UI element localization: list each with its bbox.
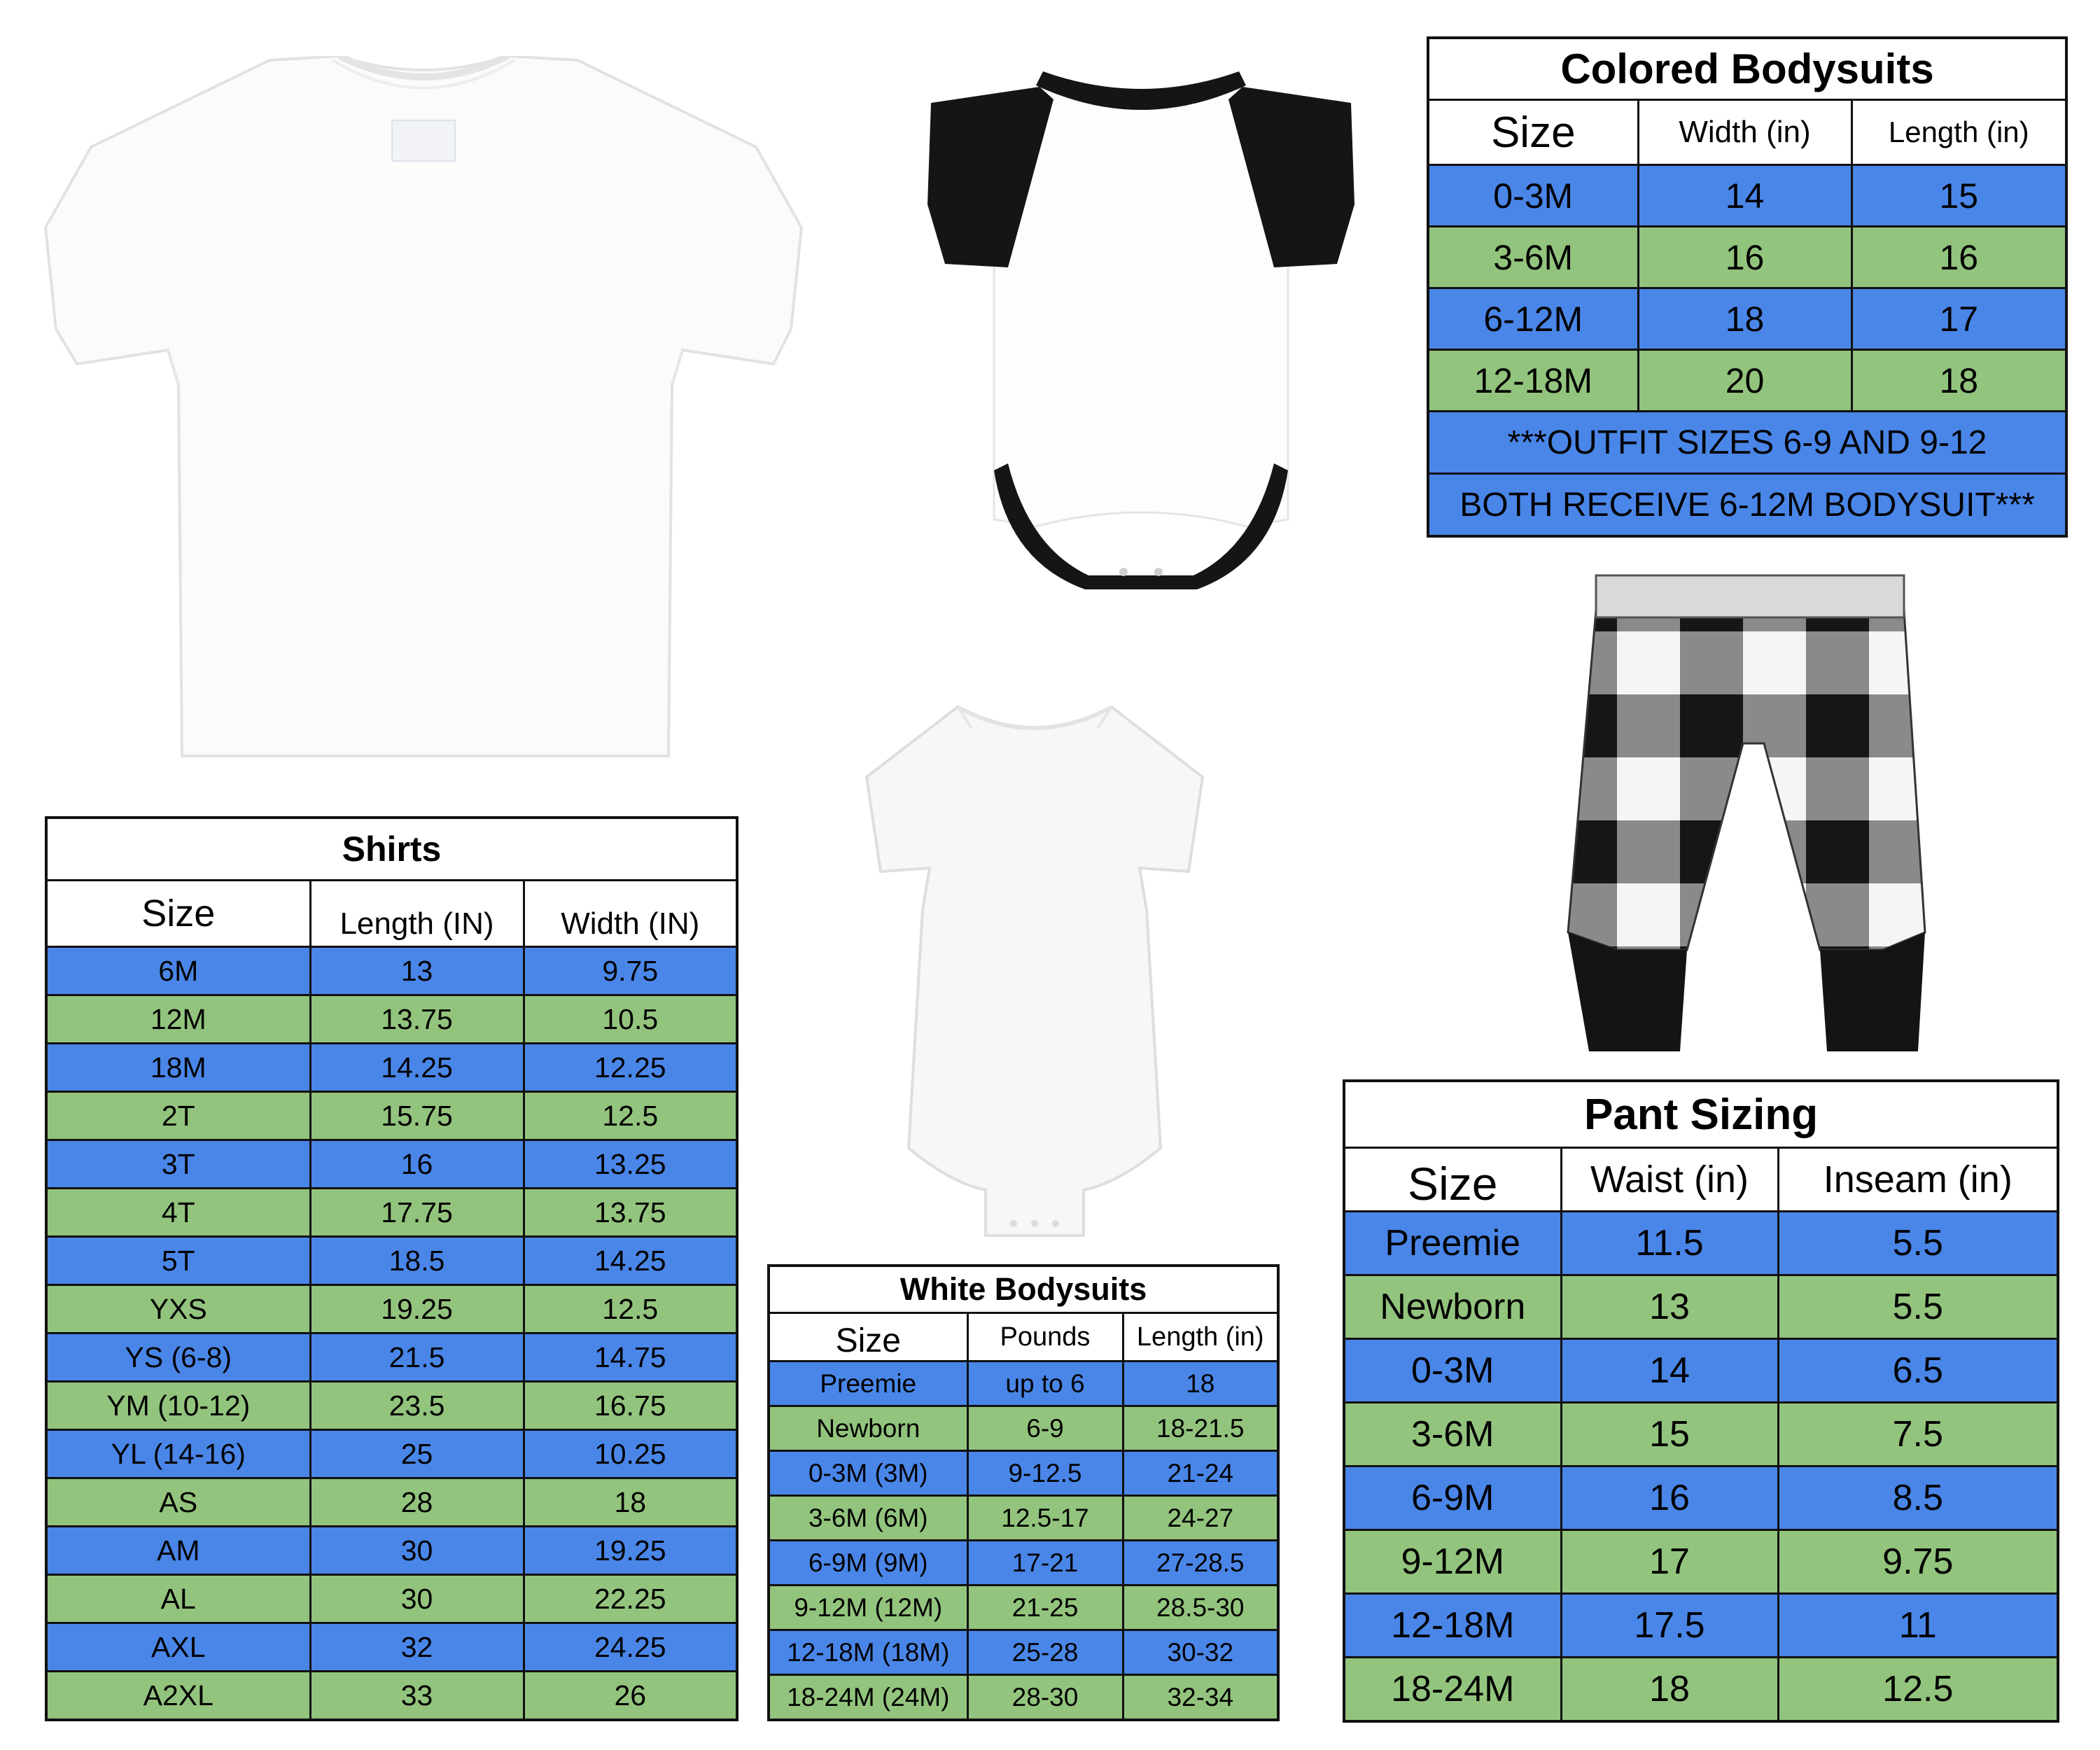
- width-cell: 10.5: [524, 995, 737, 1044]
- size-cell: 0-3M: [1428, 165, 1638, 227]
- outfit-note-line2: BOTH RECEIVE 6-12M BODYSUIT***: [1428, 474, 2066, 537]
- length-cell: 17: [1851, 288, 2066, 350]
- width-cell: 13.75: [524, 1189, 737, 1237]
- waist-cell: 14: [1561, 1339, 1778, 1403]
- size-cell: 5T: [46, 1237, 310, 1285]
- width-cell: 26: [524, 1672, 737, 1721]
- column-header: Width (IN): [524, 881, 737, 947]
- inseam-cell: 5.5: [1778, 1212, 2058, 1275]
- length-cell: 33: [310, 1672, 524, 1721]
- width-cell: 14.75: [524, 1334, 737, 1382]
- waist-cell: 13: [1561, 1275, 1778, 1339]
- size-cell: 12-18M: [1344, 1594, 1561, 1658]
- length-cell: 18-21.5: [1123, 1406, 1278, 1451]
- length-cell: 17.75: [310, 1189, 524, 1237]
- table-row: [1344, 1275, 2058, 1339]
- width-cell: 18: [524, 1478, 737, 1527]
- white-bodysuits-table: [767, 1264, 1280, 1721]
- waist-cell: 16: [1561, 1466, 1778, 1530]
- size-cell: Newborn: [769, 1406, 967, 1451]
- pounds-cell: 12.5-17: [967, 1496, 1123, 1541]
- table-row: [46, 947, 737, 995]
- size-cell: 0-3M: [1344, 1339, 1561, 1403]
- table-row: [46, 1623, 737, 1672]
- outfit-note-line1: ***OUTFIT SIZES 6-9 AND 9-12: [1428, 412, 2066, 474]
- width-cell: 9.75: [524, 947, 737, 995]
- size-cell: 6-12M: [1428, 288, 1638, 350]
- length-cell: 21-24: [1123, 1451, 1278, 1496]
- size-cell: 3-6M: [1428, 227, 1638, 288]
- table-row: [46, 1237, 737, 1285]
- inseam-cell: 7.5: [1778, 1403, 2058, 1466]
- length-cell: 32-34: [1123, 1675, 1278, 1721]
- white-tshirt-image: [38, 56, 808, 763]
- size-cell: Preemie: [1344, 1212, 1561, 1275]
- column-header: Size: [1344, 1148, 1561, 1212]
- size-cell: A2XL: [46, 1672, 310, 1721]
- length-cell: 28.5-30: [1123, 1586, 1278, 1630]
- width-cell: 14: [1638, 165, 1851, 227]
- length-cell: 14.25: [310, 1044, 524, 1092]
- column-header: Size: [769, 1313, 967, 1362]
- table-title: Pant Sizing: [1344, 1081, 2058, 1148]
- size-cell: 3T: [46, 1140, 310, 1189]
- length-cell: 18.5: [310, 1237, 524, 1285]
- size-cell: 12M: [46, 995, 310, 1044]
- size-cell: 3-6M (6M): [769, 1496, 967, 1541]
- table-row: [46, 1430, 737, 1478]
- table-row: [769, 1496, 1278, 1541]
- pounds-cell: 17-21: [967, 1541, 1123, 1586]
- inseam-cell: 5.5: [1778, 1275, 2058, 1339]
- waist-cell: 17.5: [1561, 1594, 1778, 1658]
- length-cell: 24-27: [1123, 1496, 1278, 1541]
- length-cell: 13.75: [310, 995, 524, 1044]
- table-row: [1428, 165, 2066, 227]
- size-cell: YXS: [46, 1285, 310, 1334]
- table-row: [1344, 1403, 2058, 1466]
- size-cell: 6-9M (9M): [769, 1541, 967, 1586]
- width-cell: 16.75: [524, 1382, 737, 1430]
- table-row: [46, 1092, 737, 1140]
- pounds-cell: up to 6: [967, 1362, 1123, 1406]
- pounds-cell: 6-9: [967, 1406, 1123, 1451]
- length-cell: 18: [1851, 350, 2066, 412]
- size-cell: 6-9M: [1344, 1466, 1561, 1530]
- column-header: Size: [46, 881, 310, 947]
- width-cell: 20: [1638, 350, 1851, 412]
- length-cell: 15.75: [310, 1092, 524, 1140]
- width-cell: 10.25: [524, 1430, 737, 1478]
- raglan-bodysuit-image: [917, 43, 1365, 589]
- table-row: [1428, 288, 2066, 350]
- table-title: White Bodysuits: [769, 1266, 1278, 1313]
- table-row: [46, 1672, 737, 1721]
- size-cell: 9-12M: [1344, 1530, 1561, 1594]
- size-cell: 4T: [46, 1189, 310, 1237]
- width-cell: 12.5: [524, 1092, 737, 1140]
- inseam-cell: 8.5: [1778, 1466, 2058, 1530]
- table-row: [46, 1478, 737, 1527]
- table-row: [46, 995, 737, 1044]
- table-row: [46, 1140, 737, 1189]
- size-cell: 0-3M (3M): [769, 1451, 967, 1496]
- size-cell: 2T: [46, 1092, 310, 1140]
- waist-cell: 17: [1561, 1530, 1778, 1594]
- table-row: [46, 1189, 737, 1237]
- length-cell: 23.5: [310, 1382, 524, 1430]
- table-row: [1344, 1658, 2058, 1722]
- size-cell: 3-6M: [1344, 1403, 1561, 1466]
- inseam-cell: 6.5: [1778, 1339, 2058, 1403]
- table-row: [1428, 350, 2066, 412]
- size-cell: Preemie: [769, 1362, 967, 1406]
- size-cell: 18-24M: [1344, 1658, 1561, 1722]
- table-row: [769, 1586, 1278, 1630]
- width-cell: 13.25: [524, 1140, 737, 1189]
- table-row: [1428, 227, 2066, 288]
- column-header: Size: [1428, 100, 1638, 165]
- column-header: Length (IN): [310, 881, 524, 947]
- length-cell: 27-28.5: [1123, 1541, 1278, 1586]
- pounds-cell: 28-30: [967, 1675, 1123, 1721]
- length-cell: 30: [310, 1575, 524, 1623]
- table-row: [46, 1044, 737, 1092]
- table-row: [46, 1334, 737, 1382]
- length-cell: 19.25: [310, 1285, 524, 1334]
- size-cell: YL (14-16): [46, 1430, 310, 1478]
- table-row: [769, 1406, 1278, 1451]
- length-cell: 30: [310, 1527, 524, 1575]
- table-row: [769, 1362, 1278, 1406]
- length-cell: 13: [310, 947, 524, 995]
- size-cell: 12-18M: [1428, 350, 1638, 412]
- column-header: Width (in): [1638, 100, 1851, 165]
- size-cell: YM (10-12): [46, 1382, 310, 1430]
- table-row: [46, 1285, 737, 1334]
- length-cell: 30-32: [1123, 1630, 1278, 1675]
- size-cell: AM: [46, 1527, 310, 1575]
- inseam-cell: 11: [1778, 1594, 2058, 1658]
- table-row: [46, 1575, 737, 1623]
- waist-cell: 15: [1561, 1403, 1778, 1466]
- size-cell: AS: [46, 1478, 310, 1527]
- size-cell: 9-12M (12M): [769, 1586, 967, 1630]
- length-cell: 28: [310, 1478, 524, 1527]
- colored-bodysuits-table: [1427, 36, 2068, 538]
- size-cell: AL: [46, 1575, 310, 1623]
- table-row: [1344, 1212, 2058, 1275]
- size-cell: YS (6-8): [46, 1334, 310, 1382]
- length-cell: 21.5: [310, 1334, 524, 1382]
- length-cell: 16: [310, 1140, 524, 1189]
- pant-sizing-table: [1343, 1079, 2059, 1723]
- length-cell: 15: [1851, 165, 2066, 227]
- width-cell: 16: [1638, 227, 1851, 288]
- length-cell: 32: [310, 1623, 524, 1672]
- size-cell: 18-24M (24M): [769, 1675, 967, 1721]
- column-header: Length (in): [1123, 1313, 1278, 1362]
- table-row: [1344, 1339, 2058, 1403]
- table-row: [769, 1451, 1278, 1496]
- width-cell: 19.25: [524, 1527, 737, 1575]
- waist-cell: 18: [1561, 1658, 1778, 1722]
- table-row: [769, 1630, 1278, 1675]
- column-header: Pounds: [967, 1313, 1123, 1362]
- shirts-table: [45, 816, 738, 1721]
- width-cell: 12.25: [524, 1044, 737, 1092]
- width-cell: 14.25: [524, 1237, 737, 1285]
- width-cell: 18: [1638, 288, 1851, 350]
- plaid-pants-image: [1554, 568, 1946, 1058]
- size-cell: 18M: [46, 1044, 310, 1092]
- waist-cell: 11.5: [1561, 1212, 1778, 1275]
- inseam-cell: 12.5: [1778, 1658, 2058, 1722]
- column-header: Waist (in): [1561, 1148, 1778, 1212]
- size-cell: Newborn: [1344, 1275, 1561, 1339]
- pounds-cell: 25-28: [967, 1630, 1123, 1675]
- table-row: [46, 1527, 737, 1575]
- pounds-cell: 9-12.5: [967, 1451, 1123, 1496]
- width-cell: 24.25: [524, 1623, 737, 1672]
- table-row: [769, 1675, 1278, 1721]
- table-title: Colored Bodysuits: [1428, 38, 2066, 100]
- width-cell: 12.5: [524, 1285, 737, 1334]
- length-cell: 25: [310, 1430, 524, 1478]
- column-header: Inseam (in): [1778, 1148, 2058, 1212]
- table-title: Shirts: [46, 818, 737, 881]
- table-row: [769, 1541, 1278, 1586]
- width-cell: 22.25: [524, 1575, 737, 1623]
- size-cell: 12-18M (18M): [769, 1630, 967, 1675]
- white-bodysuit-image: [853, 700, 1217, 1239]
- inseam-cell: 9.75: [1778, 1530, 2058, 1594]
- pounds-cell: 21-25: [967, 1586, 1123, 1630]
- table-row: [1344, 1530, 2058, 1594]
- size-cell: AXL: [46, 1623, 310, 1672]
- table-row: [46, 1382, 737, 1430]
- size-cell: 6M: [46, 947, 310, 995]
- length-cell: 18: [1123, 1362, 1278, 1406]
- table-row: [1344, 1594, 2058, 1658]
- length-cell: 16: [1851, 227, 2066, 288]
- table-row: [1344, 1466, 2058, 1530]
- column-header: Length (in): [1851, 100, 2066, 165]
